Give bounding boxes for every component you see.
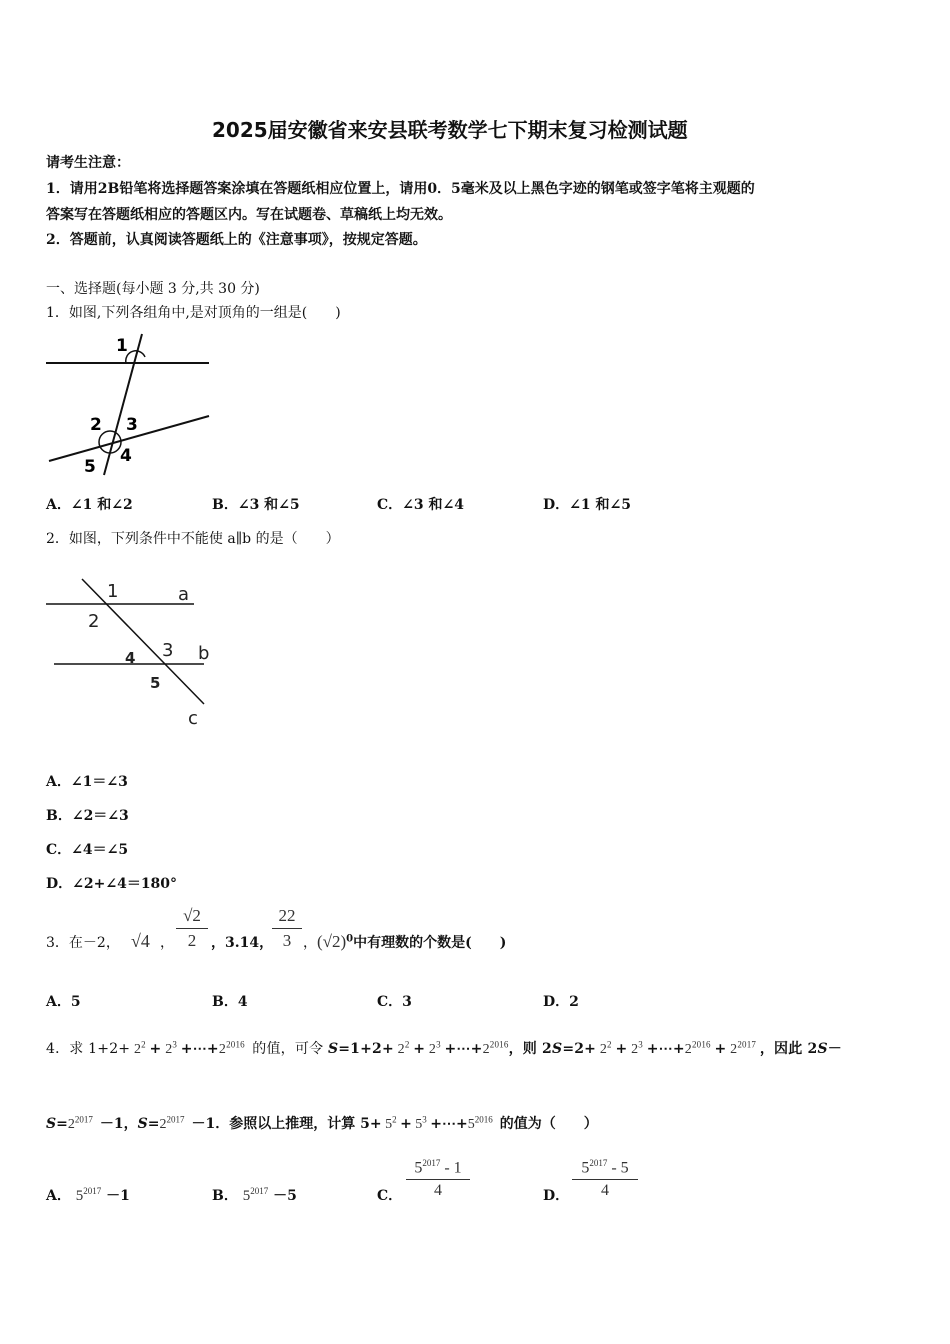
q2-label-4: 4 <box>125 649 136 667</box>
q4-option-d-num-tail: - 5 <box>607 1159 629 1177</box>
q4-option-d-fraction <box>572 1158 638 1200</box>
notice-heading: 请考生注意： <box>46 155 130 171</box>
q4-pow-exp: 2 <box>392 1114 397 1125</box>
q4-pow-exp: 2016 <box>489 1039 509 1050</box>
q4-pow-exp: 2 <box>607 1039 612 1050</box>
q4-option-c-label: C． <box>377 1188 403 1204</box>
q1-label-1: 1 <box>116 336 128 356</box>
q3-suffix: 中有理数的个数是( ) <box>353 935 507 951</box>
q4-pow-base: 2 <box>165 1042 173 1057</box>
q4-pow-base: 2 <box>397 1042 405 1057</box>
q3-frac2-numerator: 22 <box>272 906 302 929</box>
q4-pow-base: 2 <box>684 1042 692 1057</box>
q4-option-a-tail: －1 <box>106 1188 130 1204</box>
q4-text-7: +⋯+ <box>444 1041 483 1057</box>
q4-line2-c: = <box>147 1116 160 1132</box>
q2-label-3: 3 <box>162 640 174 661</box>
q4-option-d-label: D． <box>543 1188 570 1204</box>
q4-pow-base: 5 <box>415 1117 423 1132</box>
q3-prefix: 3．在－2， <box>46 935 120 951</box>
q3-option-b: B．4 <box>212 994 248 1010</box>
q4-pow-exp: 2017 <box>422 1158 441 1168</box>
section-heading: 一、选择题(每小题 3 分,共 30 分) <box>46 281 260 297</box>
q4-text-10: + <box>615 1041 628 1057</box>
q4-pow-base: 5 <box>75 1188 84 1204</box>
q4-option-b-label: B． <box>212 1188 238 1204</box>
q1-option-c: C．∠3 和∠4 <box>377 497 464 513</box>
q4-line2-f: +⋯+ <box>430 1116 468 1132</box>
notice-item-1-line-1: 1．请用2B铅笔将选择题答案涂填在答题纸相应位置上，请用0．5毫米及以上黑色字迹的钢笔或签字笔将主观题的 <box>46 181 755 197</box>
q2-label-c: c <box>188 708 198 729</box>
q4-line2-b: －1， <box>99 1116 138 1132</box>
q3-paren-sqrt2-zero-power <box>317 932 506 952</box>
q3-comma-2: ， <box>303 935 317 951</box>
q4-var-s: S <box>327 1041 339 1057</box>
q4-var-s: S <box>46 1116 57 1132</box>
q3-fraction-22-over-3 <box>272 906 302 951</box>
q4-text-13: ，因此 2 <box>759 1041 818 1057</box>
q4-pow-exp: 3 <box>422 1114 427 1125</box>
notice-item-1-line-2: 答案写在答题纸相应的答题区内。写在试题卷、草稿纸上均无效。 <box>46 207 452 223</box>
q4-pow-base: 2 <box>428 1042 437 1057</box>
q3-paren-expr: (√2) <box>317 932 347 951</box>
q4-pow-exp: 2 <box>404 1039 410 1050</box>
q3-fraction-sqrt2-over-2 <box>176 906 208 951</box>
q2-label-5: 5 <box>150 674 161 692</box>
q4-option-b <box>212 1185 297 1205</box>
q4-pow-exp: 3 <box>638 1039 643 1050</box>
q4-text-8: ，则 2 <box>508 1041 552 1057</box>
q4-pow-exp: 2016 <box>691 1039 711 1050</box>
q4-pow-base: 2 <box>631 1042 639 1057</box>
q4-option-c-denominator: 4 <box>434 1182 442 1200</box>
q1-option-a: A．∠1 和∠2 <box>46 497 133 513</box>
q4-text-11: +⋯+ <box>646 1041 685 1057</box>
page-title: 2025届安徽省来安县联考数学七下期末复习检测试题 <box>212 118 688 142</box>
q2-stem: 2．如图，下列条件中不能使 a∥b 的是（ ） <box>46 531 340 547</box>
q3-option-d: D．2 <box>543 994 579 1010</box>
q2-label-2: 2 <box>88 611 100 632</box>
q1-option-b: B．∠3 和∠5 <box>212 497 300 513</box>
q4-pow-base: 2 <box>67 1117 75 1132</box>
q4-option-b-tail: －5 <box>273 1188 297 1204</box>
q4-pow-base: 5 <box>414 1159 423 1177</box>
q2-option-d: D．∠2+∠4＝180° <box>46 876 178 892</box>
q4-pow-exp: 2017 <box>250 1186 269 1196</box>
q4-pow-exp: 2017 <box>74 1114 93 1125</box>
q4-pow-exp: 3 <box>436 1039 441 1050</box>
q1-label-4: 4 <box>120 446 132 466</box>
q4-text-12: + <box>714 1041 727 1057</box>
q4-text-3: +⋯+ <box>180 1041 219 1057</box>
q4-pow-exp: 2017 <box>589 1158 608 1168</box>
q4-pow-base: 5 <box>385 1117 393 1132</box>
q4-pow-exp: 2017 <box>166 1114 185 1125</box>
q2-option-c: C．∠4＝∠5 <box>46 842 129 858</box>
q4-pow-exp: 2016 <box>474 1114 493 1125</box>
q4-pow-base: 5 <box>581 1159 590 1177</box>
q4-pow-base: 2 <box>599 1042 608 1057</box>
q4-pow-exp: 2016 <box>226 1039 245 1050</box>
q4-text-4: 的值，可令 <box>252 1041 328 1057</box>
q3-frac2-denominator: 3 <box>282 931 292 950</box>
q4-pow-base: 5 <box>242 1188 251 1204</box>
q1-figure <box>44 330 214 480</box>
q4-line2-d: －1．参照以上推理，计算 5+ <box>191 1116 382 1132</box>
q4-line2-a: = <box>56 1116 68 1132</box>
q1-label-3: 3 <box>126 415 138 435</box>
q1-label-5: 5 <box>84 457 96 477</box>
q4-option-a <box>46 1185 130 1205</box>
q4-line2-g: 的值为（ ） <box>499 1116 598 1132</box>
q2-label-b: b <box>198 643 210 664</box>
q4-pow-base: 2 <box>482 1042 490 1057</box>
q4-text-5: =1+2+ <box>338 1041 394 1057</box>
q2-label-1: 1 <box>107 581 119 602</box>
q4-pow-exp: 3 <box>172 1039 178 1050</box>
q4-text-14: － <box>827 1041 842 1057</box>
q4-option-c-fraction <box>406 1158 470 1200</box>
q4-option-c-num-tail: - 1 <box>440 1159 462 1177</box>
q4-text-9: =2+ <box>562 1041 597 1057</box>
q2-option-a: A．∠1＝∠3 <box>46 774 128 790</box>
q2-option-b: B．∠2＝∠3 <box>46 808 129 824</box>
q4-text-6: + <box>413 1041 426 1057</box>
q4-var-s: S <box>817 1041 828 1057</box>
q2-figure <box>44 574 219 729</box>
q3-sqrt4: √4 <box>131 931 150 951</box>
q3-option-c: C．3 <box>377 994 412 1010</box>
q3-option-a: A．5 <box>46 994 81 1010</box>
q1-label-2: 2 <box>90 415 102 435</box>
q4-pow-exp: 2017 <box>737 1039 757 1050</box>
q4-pow-base: 2 <box>218 1042 227 1057</box>
q4-pow-exp: 2 <box>141 1039 146 1050</box>
q4-option-a-label: A． <box>46 1188 71 1204</box>
q4-pow-base: 2 <box>133 1042 142 1057</box>
q4-line-2 <box>46 1113 598 1133</box>
q4-pow-base: 2 <box>159 1117 167 1132</box>
q4-pow-base: 2 <box>730 1042 738 1057</box>
q4-line-1 <box>46 1038 842 1058</box>
q4-text-2: + <box>149 1041 162 1057</box>
q1-option-d: D．∠1 和∠5 <box>543 497 631 513</box>
q1-stem: 1．如图,下列各组角中,是对顶角的一组是( ) <box>46 305 341 321</box>
q4-text-1: 4．求 1+2+ <box>46 1041 131 1057</box>
q4-var-s: S <box>552 1041 563 1057</box>
q3-mid: ，3.14， <box>211 935 274 951</box>
notice-item-2: 2．答题前，认真阅读答题纸上的《注意事项》，按规定答题。 <box>46 232 427 248</box>
q2-label-a: a <box>178 584 190 605</box>
q3-exponent-0: 0 <box>346 933 354 945</box>
q4-option-d-denominator: 4 <box>601 1182 609 1200</box>
q3-comma-1: ， <box>160 935 174 951</box>
q4-pow-base: 5 <box>467 1117 475 1132</box>
q4-pow-exp: 2017 <box>83 1186 102 1196</box>
q4-line2-e: + <box>400 1116 412 1132</box>
q4-var-s: S <box>137 1116 148 1132</box>
q3-frac1-numerator: √2 <box>176 906 208 929</box>
q3-frac1-denominator: 2 <box>187 931 197 950</box>
